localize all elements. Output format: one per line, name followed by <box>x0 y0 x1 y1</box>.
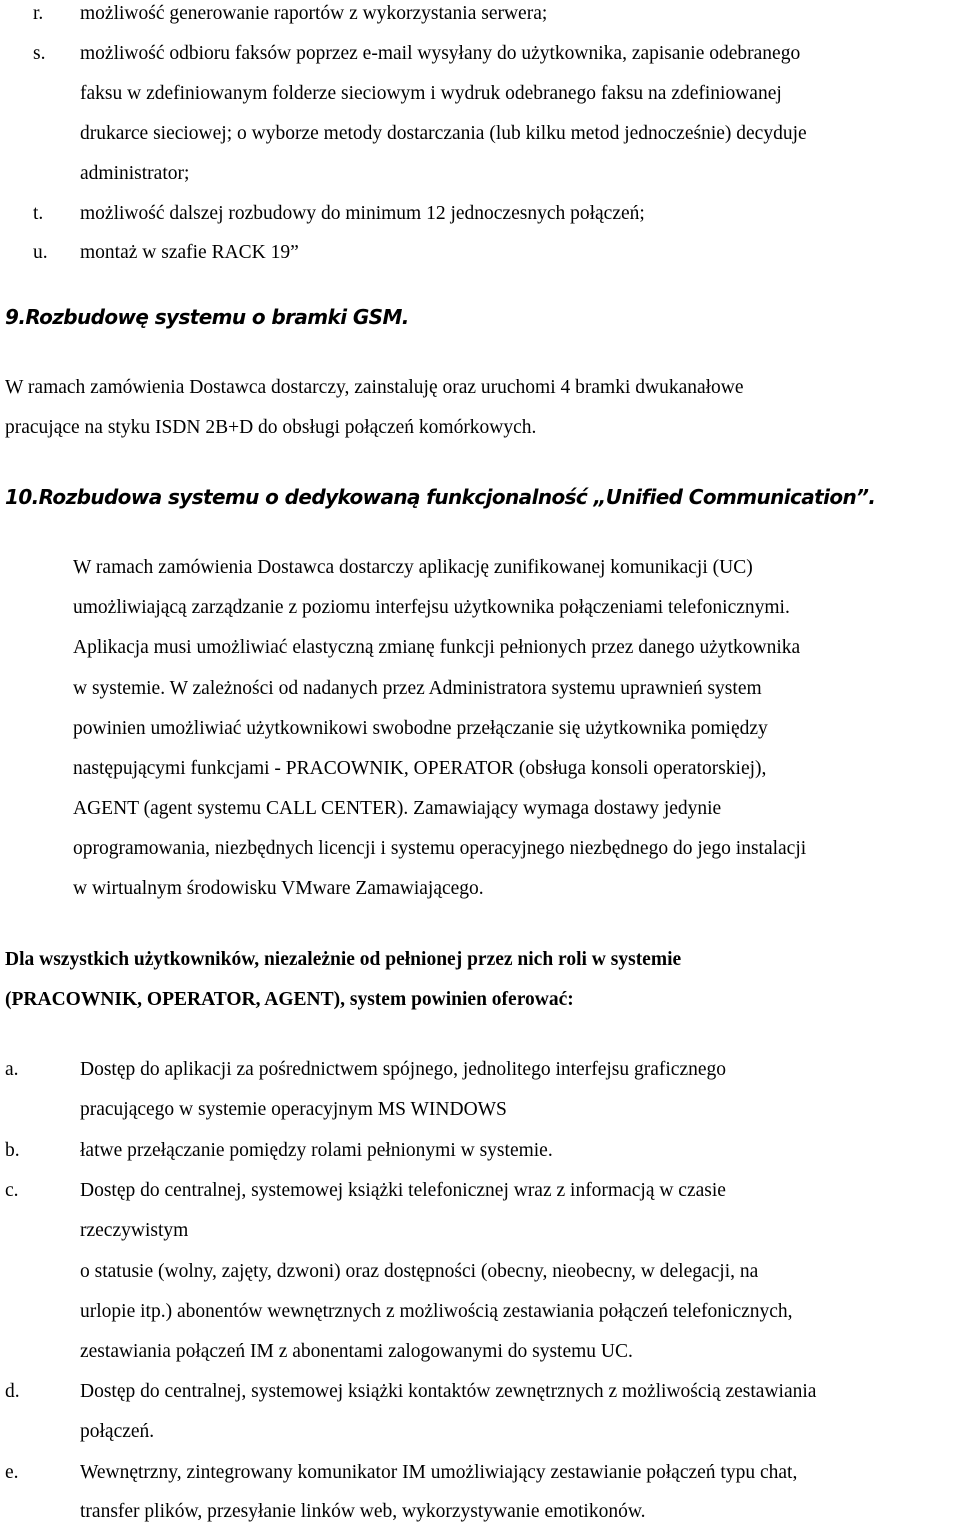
paragraph-line: w wirtualnym środowisku VMware Zamawiającego. <box>73 878 484 899</box>
list-item-line: drukarce sieciowej; o wyborze metody dostarczania (lub kilku metod jednocześnie) decyduje <box>80 123 807 144</box>
list-item-line: Dostęp do centralnej, systemowej książki kontaktów zewnętrznych z możliwością zestawiania <box>80 1381 817 1402</box>
list-item-line: możliwość dalszej rozbudowy do minimum 12 jednoczesnych połączeń; <box>80 203 645 224</box>
bold-paragraph-line: (PRACOWNIK, OPERATOR, AGENT), system powinien oferować: <box>5 989 574 1010</box>
list-marker: c. <box>5 1180 19 1201</box>
paragraph-line: W ramach zamówienia Dostawca dostarczy aplikację zunifikowanej komunikacji (UC) <box>73 557 753 578</box>
list-item-line: transfer plików, przesyłanie linków web, wykorzystywanie emotikonów. <box>80 1501 646 1522</box>
list-marker: b. <box>5 1140 20 1161</box>
list-item-line: połączeń. <box>80 1421 155 1442</box>
paragraph-line: pracujące na styku ISDN 2B+D do obsługi połączeń komórkowych. <box>5 417 537 438</box>
list-item-line: o statusie (wolny, zajęty, dzwoni) oraz dostępności (obecny, nieobecny, w delegacji, na <box>80 1261 759 1282</box>
list-item-line: możliwość odbioru faksów poprzez e-mail wysyłany do użytkownika, zapisanie odebranego <box>80 43 801 64</box>
paragraph-line: AGENT (agent systemu CALL CENTER). Zamawiający wymaga dostawy jedynie <box>73 798 722 819</box>
list-item-line: montaż w szafie RACK 19” <box>80 242 299 263</box>
list-item-line: zestawiania połączeń IM z abonentami zalogowanymi do systemu UC. <box>80 1341 633 1362</box>
list-item-line: rzeczywistym <box>80 1220 189 1241</box>
list-marker: a. <box>5 1059 19 1080</box>
section-9-heading: 9.Rozbudowę systemu o bramki GSM. <box>5 305 409 329</box>
list-item-line: urlopie itp.) abonentów wewnętrznych z możliwością zestawiania połączeń telefonicznych, <box>80 1301 793 1322</box>
list-marker: e. <box>5 1462 19 1483</box>
paragraph-line: w systemie. W zależności od nadanych przez Administratora systemu uprawnień system <box>73 678 762 699</box>
list-item-line: Wewnętrzny, zintegrowany komunikator IM umożliwiający zestawianie połączeń typu chat, <box>80 1462 798 1483</box>
paragraph-line: W ramach zamówienia Dostawca dostarczy, zainstaluję oraz uruchomi 4 bramki dwukanałowe <box>5 377 744 398</box>
paragraph-line: Aplikacja musi umożliwiać elastyczną zmianę funkcji pełnionych przez danego użytkownika <box>73 637 801 658</box>
paragraph-line: umożliwiającą zarządzanie z poziomu interfejsu użytkownika połączeniami telefonicznymi. <box>73 597 790 618</box>
list-marker: s. <box>33 43 46 64</box>
paragraph-line: powinien umożliwiać użytkownikowi swobodne przełączanie się użytkownika pomiędzy <box>73 718 768 739</box>
list-marker: t. <box>33 203 44 224</box>
section-10-heading: 10.Rozbudowa systemu o dedykowaną funkcjonalność „Unified Communication”. <box>5 485 876 509</box>
list-marker: d. <box>5 1381 20 1402</box>
list-item-line: łatwe przełączanie pomiędzy rolami pełnionymi w systemie. <box>80 1140 553 1161</box>
list-item-line: administrator; <box>80 163 190 184</box>
list-marker: u. <box>33 242 48 263</box>
list-item-line: Dostęp do aplikacji za pośrednictwem spójnego, jednolitego interfejsu graficznego <box>80 1059 727 1080</box>
paragraph-line: oprogramowania, niezbędnych licencji i systemu operacyjnego niezbędnego do jego instalacji <box>73 838 807 859</box>
list-item-line: pracującego w systemie operacyjnym MS WINDOWS <box>80 1099 507 1120</box>
list-marker: r. <box>33 3 44 24</box>
paragraph-line: następującymi funkcjami - PRACOWNIK, OPERATOR (obsługa konsoli operatorskiej), <box>73 758 767 779</box>
list-item-line: możliwość generowanie raportów z wykorzystania serwera; <box>80 3 548 24</box>
bold-paragraph-line: Dla wszystkich użytkowników, niezależnie od pełnionej przez nich roli w systemie <box>5 949 682 970</box>
list-item-line: Dostęp do centralnej, systemowej książki telefonicznej wraz z informacją w czasie <box>80 1180 726 1201</box>
list-item-line: faksu w zdefiniowanym folderze sieciowym i wydruk odebranego faksu na zdefiniowanej <box>80 83 782 104</box>
